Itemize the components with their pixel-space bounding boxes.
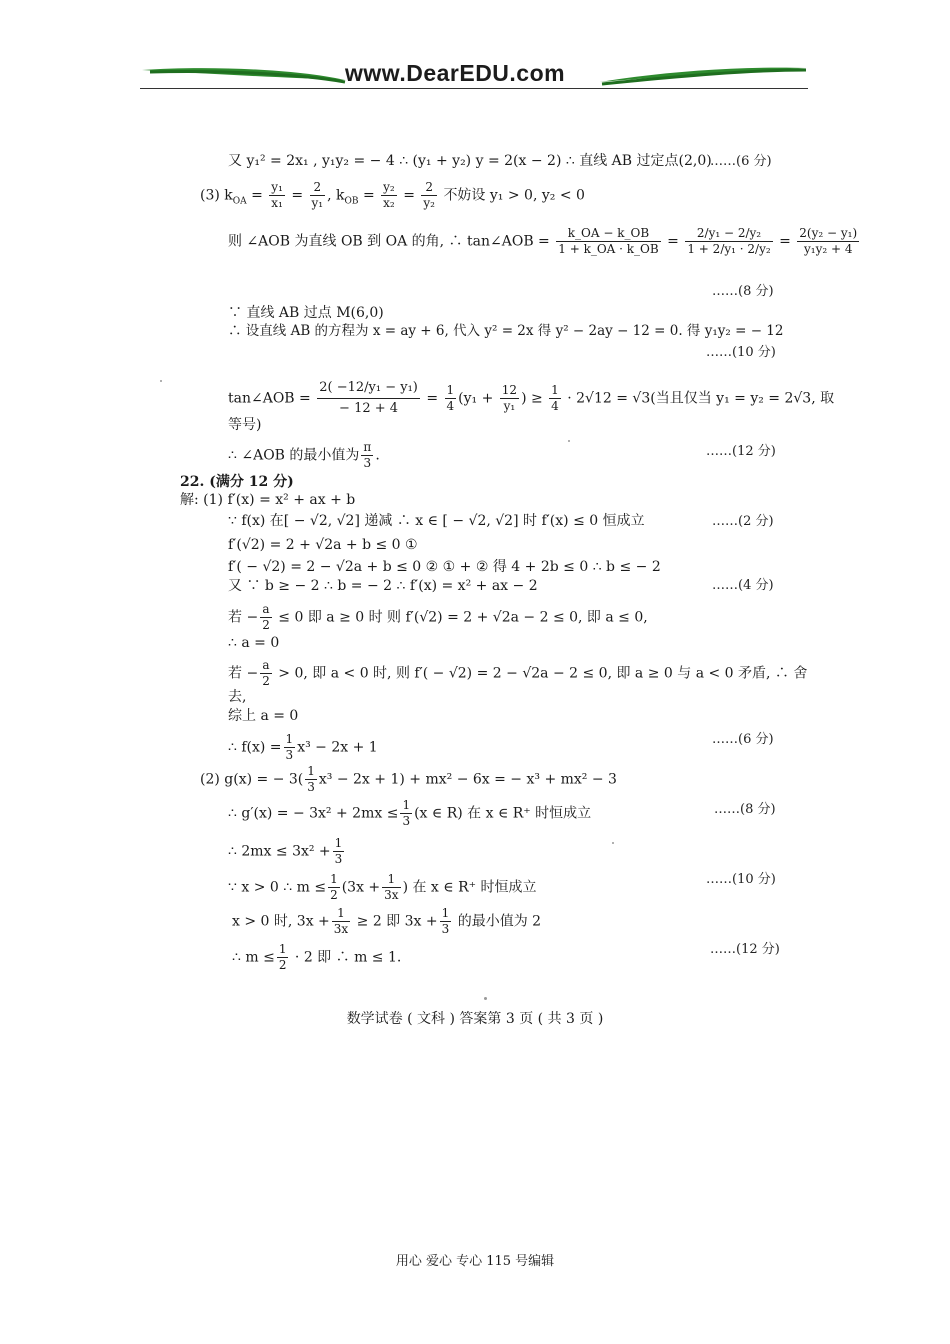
fraction: $\frac{a}{2}$ (262, 602, 270, 632)
scan-speck (612, 842, 614, 844)
fraction: $\frac{2}{\text{y₁}}$ (311, 180, 324, 210)
fraction: $\frac{1}{3}$ (441, 906, 450, 936)
line-2mx: ∴ 2mx ≤ 3x² + $\frac{1}{3}$ (228, 836, 343, 866)
score-mark: ……(12 分) (706, 444, 776, 459)
line-conclusion-a: 综上 a = 0 (228, 708, 299, 724)
line-m-final: ∴ m ≤ $\frac{1}{2}$ · 2 即 ∴ m ≤ 1. (232, 942, 402, 972)
score-mark: ……(6 分) (710, 154, 772, 169)
score-mark: ……(8 分) (712, 284, 774, 299)
fraction: $\frac{2}{\text{y₂}}$ (423, 180, 435, 210)
line-b-value: 又 ∵ b ≥ − 2 ∴ b = − 2 ∴ f′(x) = x² + ax − 2 (228, 578, 538, 594)
line-g-definition: (2) g(x) = − 3( $\frac{1}{3}$ x³ − 2x + 1) + mx² − 6x = − x³ + mx² − 3 (200, 764, 617, 794)
line-pass-M: ∵ 直线 AB 过点 M(6,0) (228, 305, 384, 321)
score-mark: ……(6 分) (712, 732, 774, 747)
fraction: $\frac{\text{2(y₂ − y₁)}}{\text{y₁y₂ + 4}}$ (799, 226, 858, 256)
line-am-gm: x > 0 时, 3x + $\frac{1}{3x}$ ≥ 2 即 3x + $\frac{1}{3}$ 的最小值为 2 (232, 906, 542, 936)
fraction: $\frac{12}{\text{y₁}}$ (501, 383, 518, 413)
page-footer-label: 数学试卷 ( 文科 ) 答案第 3 页 ( 共 3 页 ) (346, 1011, 604, 1027)
fraction: $\frac{\pi}{3}$ (363, 440, 372, 470)
fraction: $\frac{\text{2( −12/y₁ − y₁)}}{- 12 + 4}$ (319, 380, 418, 416)
fraction: $\frac{\text{y₂}}{\text{x₂}}$ (383, 180, 395, 210)
header-rule (140, 88, 808, 89)
score-mark: ……(2 分) (712, 514, 774, 529)
line-a-zero: ∴ a = 0 (228, 635, 280, 651)
line-case-a-nonneg: 若 − $\frac{a}{2}$ ≤ 0 即 a ≥ 0 时 则 f′(√2) = 2 + √2a − 2 ≤ 0, 即 a ≤ 0, (228, 602, 648, 632)
scan-speck (568, 440, 570, 442)
line-eq1: f′(√2) = 2 + √2a + b ≤ 0 ① (228, 537, 418, 553)
fraction: $\frac{1}{4}$ (551, 383, 559, 413)
fraction: $\frac{1}{3}$ (402, 798, 411, 828)
score-mark: ……(12 分) (710, 942, 780, 957)
line-slopes: (3) $k_{OA}$ = $\frac{\text{y₁}}{\text{x₁}}$ = $\frac{2}{\text{y₁}}$ , $k_{OB}$ = $\frac{\text{y₂}}{\text{x₂}}$ = $\frac{2}{\text{y₂}}$ 不妨设 y₁ > 0, y₂ < 0 (200, 180, 585, 210)
fraction: $\frac{1}{3}$ (334, 836, 343, 866)
line-eq2: f′( − √2) = 2 − √2a + b ≤ 0 ② ① + ② 得 4 + 2b ≤ 0 ∴ b ≤ − 2 (228, 559, 661, 575)
line-equality: 等号) (228, 417, 262, 433)
line-tan-inequality: tan∠AOB = $\frac{\text{2( −12/y₁ − y₁)}}{- 12 + 4}$ = $\frac{1}{4}$ (y₁ + $\frac{12}{\text{y₁}}$ ) ≥ $\frac{1}{4}$ · 2√12 = √3(当且仅当 y₁ = y₂ = 2√3, 取 (228, 378, 834, 419)
line-case-a-neg: 若 − $\frac{a}{2}$ > 0, 即 a < 0 时, 则 f′( − √2) = 2 − √2a − 2 ≤ 0, 即 a ≥ 0 与 a < 0 矛盾, ∴ 舍 (228, 658, 808, 688)
score-mark: ……(10 分) (706, 872, 776, 887)
fraction: $\frac{1}{2}$ (278, 942, 287, 972)
line-decreasing: ∵ f(x) 在[ − √2, √2] 递减 ∴ x ∈ [ − √2, √2] 时 f′(x) ≤ 0 恒成立 (228, 513, 645, 529)
scan-speck (484, 997, 487, 1000)
fraction: $\frac{\text{y₁}}{\text{x₁}}$ (271, 180, 283, 210)
line-derivative: 解: (1) f′(x) = x² + ax + b (180, 492, 356, 508)
fraction: $\frac{1}{3}$ (285, 732, 294, 762)
fraction: $\frac{1}{3}$ (307, 764, 315, 794)
line-tan-formula: 则 ∠AOB 为直线 OB 到 OA 的角, ∴ tan∠AOB = $\frac{k\_OA - k\_OB}{1 + k\_OA \cdot k\_OB}$ = $\frac{\text{2/y₁ − 2/y₂}}{\text{1 + 2/y₁ · 2/y₂}}$ = $\frac{\text{2(y₂ − y₁)}}{\text{y₁y₂ + 4}}$ (228, 226, 858, 256)
fraction: $\frac{1}{4}$ (446, 383, 455, 413)
fraction: $\frac{1}{3x}$ (333, 906, 349, 936)
line-f-expression: ∴ f(x) = $\frac{1}{3}$ x³ − 2x + 1 (228, 732, 378, 762)
fraction: $\frac{1}{3x}$ (384, 872, 399, 902)
fraction: $\frac{a}{2}$ (262, 658, 270, 688)
line-m-bound: ∵ x > 0 ∴ m ≤ $\frac{1}{2}$ (3x + $\frac{1}{3x}$ ) 在 x ∈ R⁺ 时恒成立 (228, 872, 537, 902)
line-min-angle: ∴ ∠AOB 的最小值为 $\frac{\pi}{3}$ . (228, 440, 380, 470)
line-fixed-point: 又 y₁² = 2x₁ , y₁y₂ = − 4 ∴ (y₁ + y₂) y = 2(x − 2) ∴ 直线 AB 过定点(2,0) (228, 153, 712, 169)
editor-note: 用心 爱心 专心 115 号编辑 (395, 1254, 555, 1269)
fraction: $\frac{1}{2}$ (330, 872, 338, 902)
line-line-equation: ∴ 设直线 AB 的方程为 x = ay + 6, 代入 y² = 2x 得 y² − 2ay − 12 = 0. 得 y₁y₂ = − 12 (228, 323, 784, 339)
fraction: $\frac{\text{2/y₁ − 2/y₂}}{\text{1 + 2/y₁ · 2/y₂}}$ (687, 226, 771, 256)
fraction: $\frac{k\_OA - k\_OB}{1 + k\_OA \cdot k\_OB}$ (558, 226, 659, 256)
scan-speck (160, 380, 162, 382)
line-g-derivative: ∴ g′(x) = − 3x² + 2mx ≤ $\frac{1}{3}$ (x ∈ R) 在 x ∈ R⁺ 时恒成立 (228, 798, 592, 828)
score-mark: ……(10 分) (706, 345, 776, 360)
score-mark: ……(8 分) (714, 802, 776, 817)
line-discard: 去, (228, 689, 247, 705)
question-22-heading: 22. (满分 12 分) (180, 474, 294, 490)
score-mark: ……(4 分) (712, 578, 774, 593)
site-logo[interactable]: www.DearEDU.com (345, 60, 566, 86)
